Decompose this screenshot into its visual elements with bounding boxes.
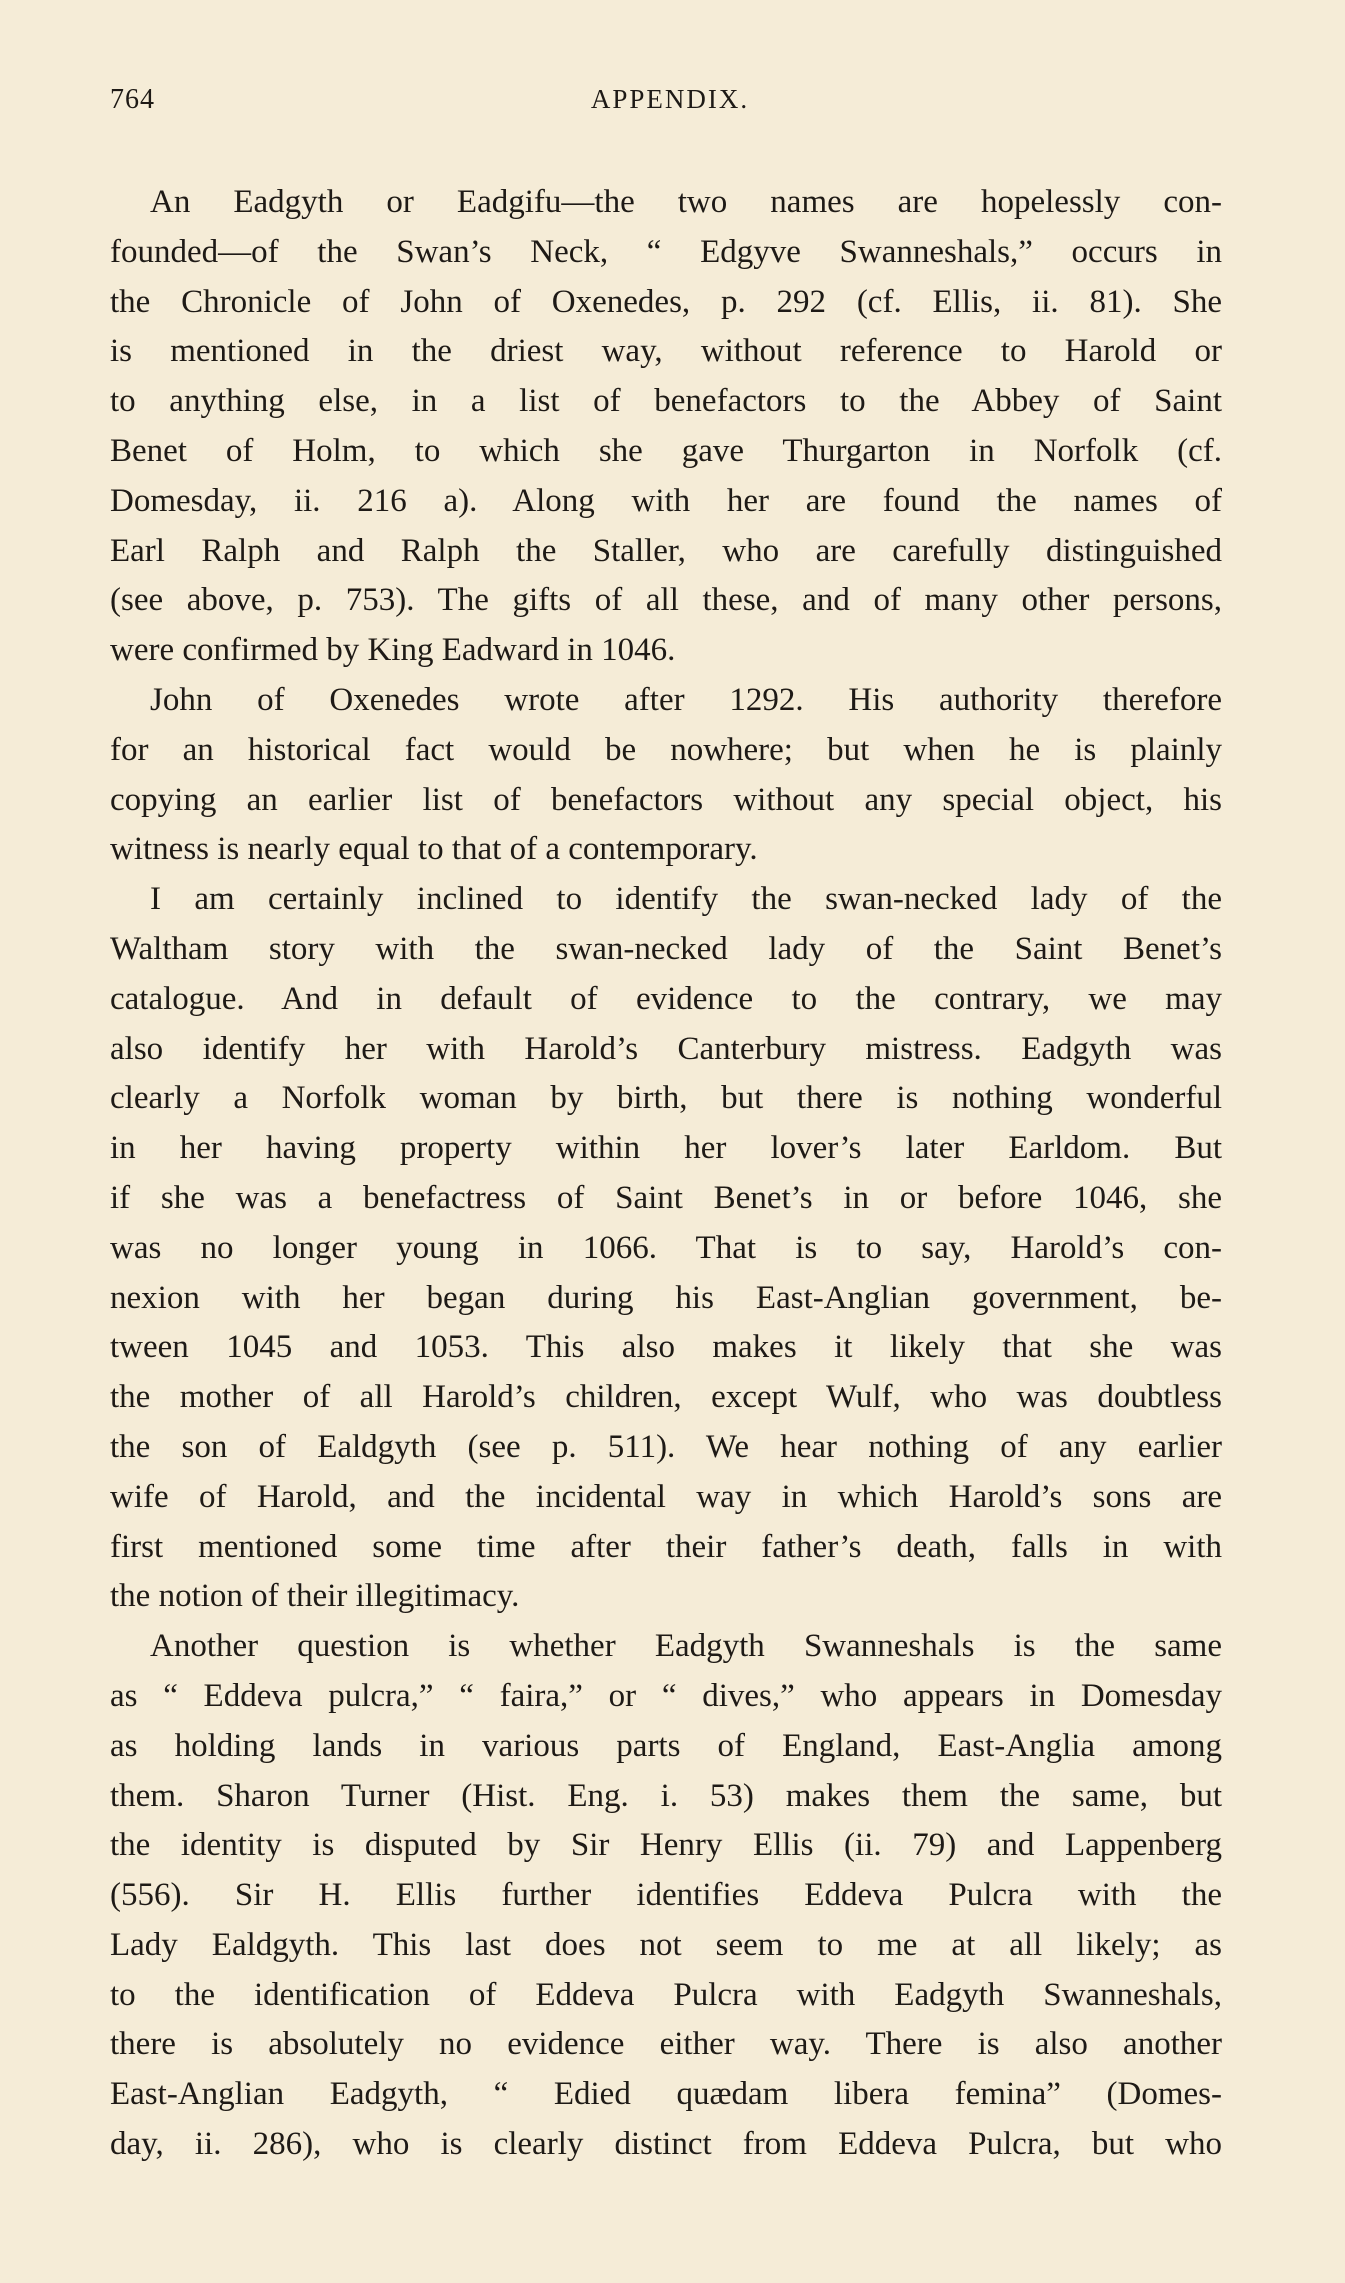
text-line: them. Sharon Turner (Hist. Eng. i. 53) makes them the same, but	[110, 1777, 1222, 1814]
text-line: the son of Ealdgyth (see p. 511). We hear nothing of any earlier	[110, 1428, 1222, 1465]
text-line: day, ii. 286), who is clearly distinct from Eddeva Pulcra, but who	[110, 2126, 1222, 2163]
text-line: nexion with her began during his East-Anglian government, be-	[110, 1279, 1222, 1316]
text-line: to anything else, in a list of benefactors to the Abbey of Saint	[110, 383, 1222, 420]
text-line: was no longer young in 1066. That is to say, Harold’s con-	[110, 1229, 1222, 1266]
page-number: 764	[110, 84, 155, 115]
text-line: as “ Eddeva pulcra,” “ faira,” or “ dives,” who appears in Domesday	[110, 1677, 1222, 1714]
text-line: the notion of their illegitimacy.	[110, 1578, 520, 1615]
text-line: founded—of the Swan’s Neck, “ Edgyve Swanneshals,” occurs in	[110, 233, 1222, 270]
text-line: witness is nearly equal to that of a contemporary.	[110, 831, 758, 868]
text-line: I am certainly inclined to identify the swan-necked lady of the	[150, 881, 1222, 918]
text-line: as holding lands in various parts of England, East-Anglia among	[110, 1727, 1222, 1764]
text-line: An Eadgyth or Eadgifu—the two names are hopelessly con-	[150, 184, 1222, 220]
text-line: East-Anglian Eadgyth, “ Edied quædam libera femina” (Domes-	[110, 2076, 1222, 2113]
text-line: (556). Sir H. Ellis further identifies Eddeva Pulcra with the	[110, 1877, 1222, 1914]
text-line: the Chronicle of John of Oxenedes, p. 292 (cf. Ellis, ii. 81). She	[110, 283, 1222, 320]
text-line: John of Oxenedes wrote after 1292. His authority therefore	[150, 681, 1222, 718]
text-line: for an historical fact would be nowhere; but when he is plainly	[110, 731, 1222, 768]
text-line: the mother of all Harold’s children, except Wulf, who was doubtless	[110, 1379, 1222, 1416]
text-line: Benet of Holm, to which she gave Thurgarton in Norfolk (cf.	[110, 432, 1222, 469]
text-line: is mentioned in the driest way, without reference to Harold or	[110, 333, 1222, 370]
text-line: the identity is disputed by Sir Henry Ellis (ii. 79) and Lappenberg	[110, 1827, 1222, 1864]
text-line: wife of Harold, and the incidental way in which Harold’s sons are	[110, 1478, 1222, 1515]
text-line: copying an earlier list of benefactors without any special object, his	[110, 781, 1222, 818]
text-line: Earl Ralph and Ralph the Staller, who are carefully distinguished	[110, 532, 1222, 569]
text-line: also identify her with Harold’s Canterbury mistress. Eadgyth was	[110, 1030, 1222, 1067]
text-line: Lady Ealdgyth. This last does not seem to me at all likely; as	[110, 1926, 1222, 1963]
page-header	[110, 84, 1230, 134]
text-line: catalogue. And in default of evidence to the contrary, we may	[110, 980, 1222, 1017]
text-line: if she was a benefactress of Saint Benet’s in or before 1046, she	[110, 1179, 1222, 1216]
text-line: to the identification of Eddeva Pulcra with Eadgyth Swanneshals,	[110, 1976, 1222, 2013]
running-head: APPENDIX.	[590, 84, 750, 114]
text-line: Waltham story with the swan-necked lady of the Saint Benet’s	[110, 930, 1222, 967]
text-line: tween 1045 and 1053. This also makes it likely that she was	[110, 1329, 1222, 1366]
text-line: there is absolutely no evidence either way. There is also another	[110, 2026, 1222, 2063]
text-line: in her having property within her lover’s later Earldom. But	[110, 1130, 1222, 1167]
text-line: Another question is whether Eadgyth Swanneshals is the same	[150, 1628, 1222, 1665]
text-line: first mentioned some time after their father’s death, falls in with	[110, 1528, 1222, 1565]
text-line: Domesday, ii. 216 a). Along with her are found the names of	[110, 482, 1222, 519]
text-line: (see above, p. 753). The gifts of all these, and of many other persons,	[110, 582, 1222, 619]
body-text	[110, 178, 1222, 2170]
text-line: clearly a Norfolk woman by birth, but there is nothing wonderful	[110, 1080, 1222, 1117]
text-line: were confirmed by King Eadward in 1046.	[110, 632, 676, 669]
